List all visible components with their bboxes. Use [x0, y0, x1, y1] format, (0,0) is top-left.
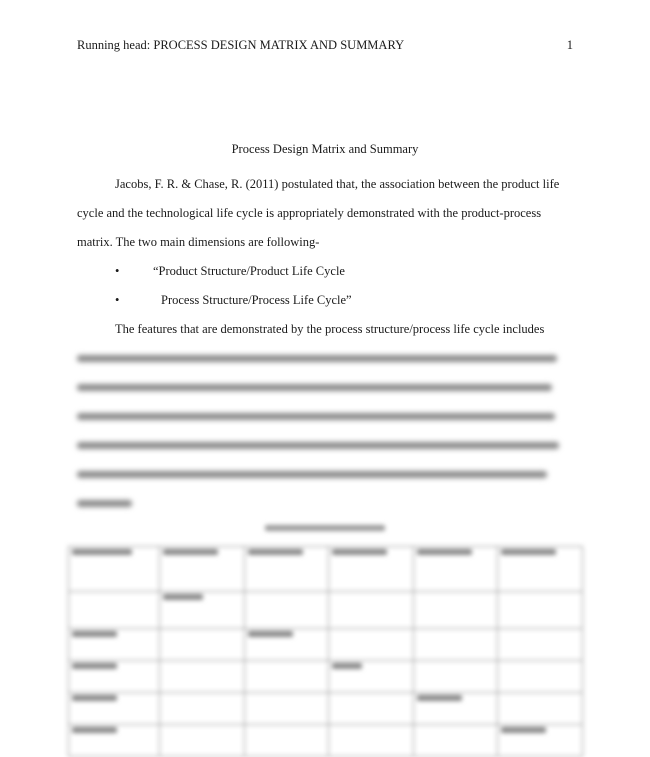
running-head: Running head: PROCESS DESIGN MATRIX AND SUMMARY [77, 38, 405, 52]
bullet-item [77, 286, 577, 315]
bullet-symbol: • [115, 293, 120, 307]
paragraph-line: The features that are demonstrated by the process structure/process life cycle includes [115, 322, 545, 336]
bullet-symbol: • [115, 264, 120, 278]
document-body [77, 170, 577, 518]
table-caption-blurred [0, 520, 650, 535]
paragraph-line: Jacobs, F. R. & Chase, R. (2011) postulated that, the association between the product life [115, 177, 560, 191]
paragraph-line: cycle and the technological life cycle is appropriately demonstrated with the product-process [77, 206, 542, 220]
bullet-item [77, 257, 577, 286]
page-number: 1 [566, 38, 573, 52]
blurred-paragraph [77, 344, 577, 518]
bullet-text: Process Structure/Process Life Cycle” [161, 293, 352, 307]
process-matrix-table-blurred [68, 546, 583, 757]
paragraph-line: matrix. The two main dimensions are following- [77, 235, 320, 249]
page-header [77, 38, 573, 53]
document-title: Process Design Matrix and Summary [231, 142, 419, 156]
bullet-text: “Product Structure/Product Life Cycle [153, 264, 345, 278]
